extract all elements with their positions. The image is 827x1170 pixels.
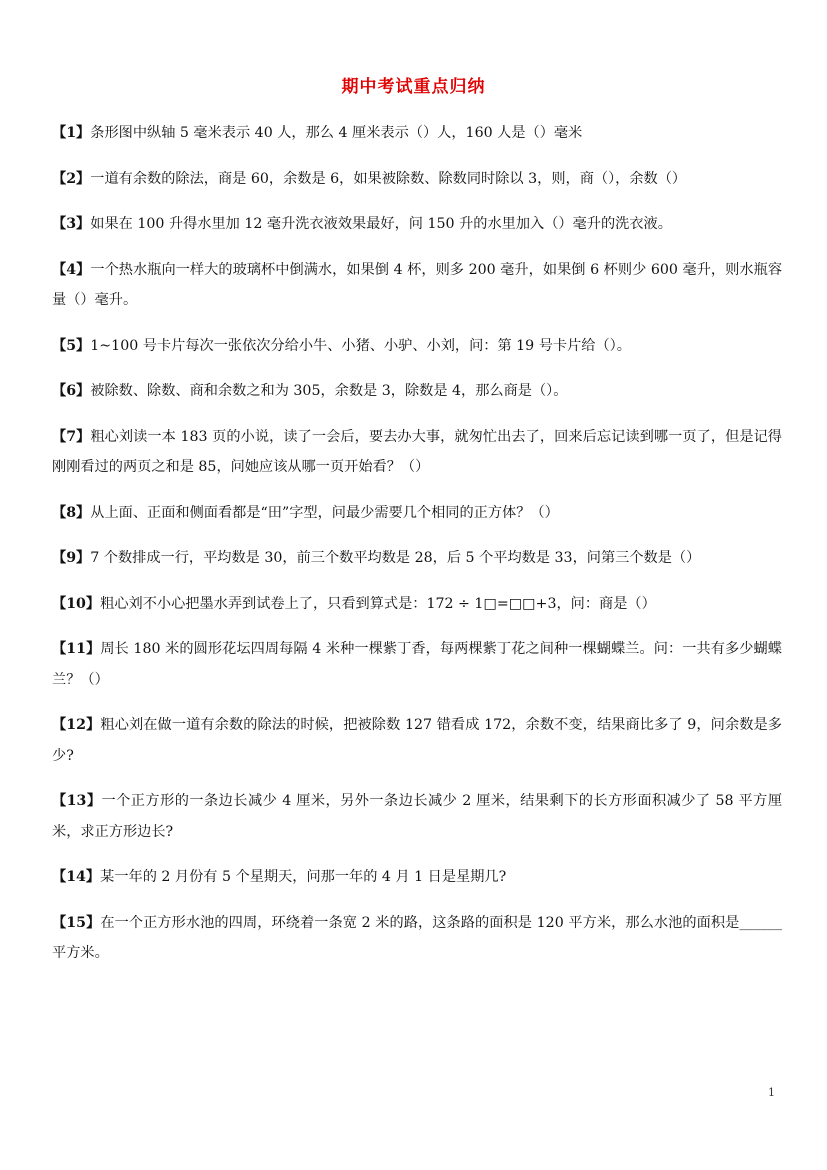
question-text: 从上面、正面和侧面看都是“田”字型，问最少需要几个相同的正方体？（） (90, 504, 559, 521)
question-number: 【3】 (52, 216, 91, 232)
document-title: 期中考试重点归纳 (341, 77, 486, 97)
question-number: 【6】 (52, 383, 91, 399)
question-13 (52, 786, 782, 847)
question-number: 【10】 (52, 595, 101, 612)
question-text: 某一年的 2 月份有 5 个星期天，问那一年的 4 月 1 日是星期几? (100, 869, 507, 885)
question-number: 【4】 (52, 261, 91, 278)
question-number: 【14】 (52, 869, 101, 885)
question-8 (52, 498, 782, 529)
question-number: 【13】 (52, 793, 102, 809)
question-text: 粗心刘读一本 183 页的小说，读了一会后，要去办大事，就匆忙出去了，回来后忘记读到哪一页了，但是记得刚刚看过的两页之和是 85，问她应该从哪一页开始看？（） (52, 428, 782, 475)
question-number: 【1】 (52, 125, 91, 141)
question-text: 粗心刘不小心把墨水弄到试卷上了，只看到算式是：172 ÷ 1□=□□+3，问：商是（） (100, 595, 656, 612)
question-text: 被除数、除数、商和余数之和为 305，余数是 3，除数是 4，那么商是（）。 (90, 383, 568, 399)
question-9 (52, 543, 782, 574)
question-text: 在一个正方形水池的四周，环绕着一条宽 2 米的路，这条路的面积是 120 平方米，那么水池的面积是______平方米。 (52, 914, 782, 961)
question-text: 周长 180 米的圆形花坛四周每隔 4 米种一棵紫丁香，每两棵紫丁花之间种一棵蝴蝶兰。问：一共有多少蝴蝶兰？（） (52, 641, 782, 688)
question-text: 条形图中纵轴 5 毫米表示 40 人，那么 4 厘米表示（）人，160 人是（）毫米 (90, 125, 583, 141)
question-2 (52, 164, 782, 195)
question-number: 【7】 (52, 428, 91, 445)
question-text: 一个正方形的一条边长减少 4 厘米，另外一条边长减少 2 厘米，结果剩下的长方形面积减少了 58 平方厘米，求正方形边长? (52, 793, 783, 840)
question-number: 【9】 (52, 550, 91, 566)
question-3 (52, 209, 782, 240)
question-text: 一个热水瓶向一样大的玻璃杯中倒满水，如果倒 4 杯，则多 200 毫升，如果倒 6 杯则少 600 毫升，则水瓶容量（）毫升。 (52, 261, 783, 308)
question-number: 【12】 (52, 717, 101, 733)
question-text: 粗心刘在做一道有余数的除法的时候，把被除数 127 错看成 172，余数不变，结果商比多了 9，问余数是多少? (52, 717, 782, 764)
question-11 (52, 634, 782, 695)
page-number: 1 (768, 1086, 775, 1099)
question-5 (52, 331, 782, 362)
question-1 (52, 118, 782, 149)
question-10 (52, 589, 782, 620)
question-7 (52, 422, 782, 483)
question-number: 【11】 (52, 641, 101, 657)
question-number: 【15】 (52, 914, 101, 931)
question-15 (52, 908, 782, 969)
question-4 (52, 255, 782, 316)
question-text: 一道有余数的除法，商是 60，余数是 6，如果被除数、除数同时除以 3，则，商（），余数（） (90, 170, 687, 187)
question-text: 7 个数排成一行，平均数是 30，前三个数平均数是 28，后 5 个平均数是 33，问第三个数是（） (90, 550, 701, 566)
question-number: 【8】 (52, 504, 91, 521)
question-list (52, 118, 782, 984)
question-text: 1~100 号卡片每次一张依次分给小牛、小猪、小驴、小刘，问：第 19 号卡片给（）。 (90, 337, 631, 354)
question-12 (52, 710, 782, 771)
question-6 (52, 376, 782, 407)
question-number: 【5】 (52, 337, 91, 354)
question-number: 【2】 (52, 170, 91, 187)
question-14 (52, 862, 782, 893)
question-text: 如果在 100 升得水里加 12 毫升洗衣液效果最好，问 150 升的水里加入（）毫升的洗衣液。 (90, 216, 672, 232)
